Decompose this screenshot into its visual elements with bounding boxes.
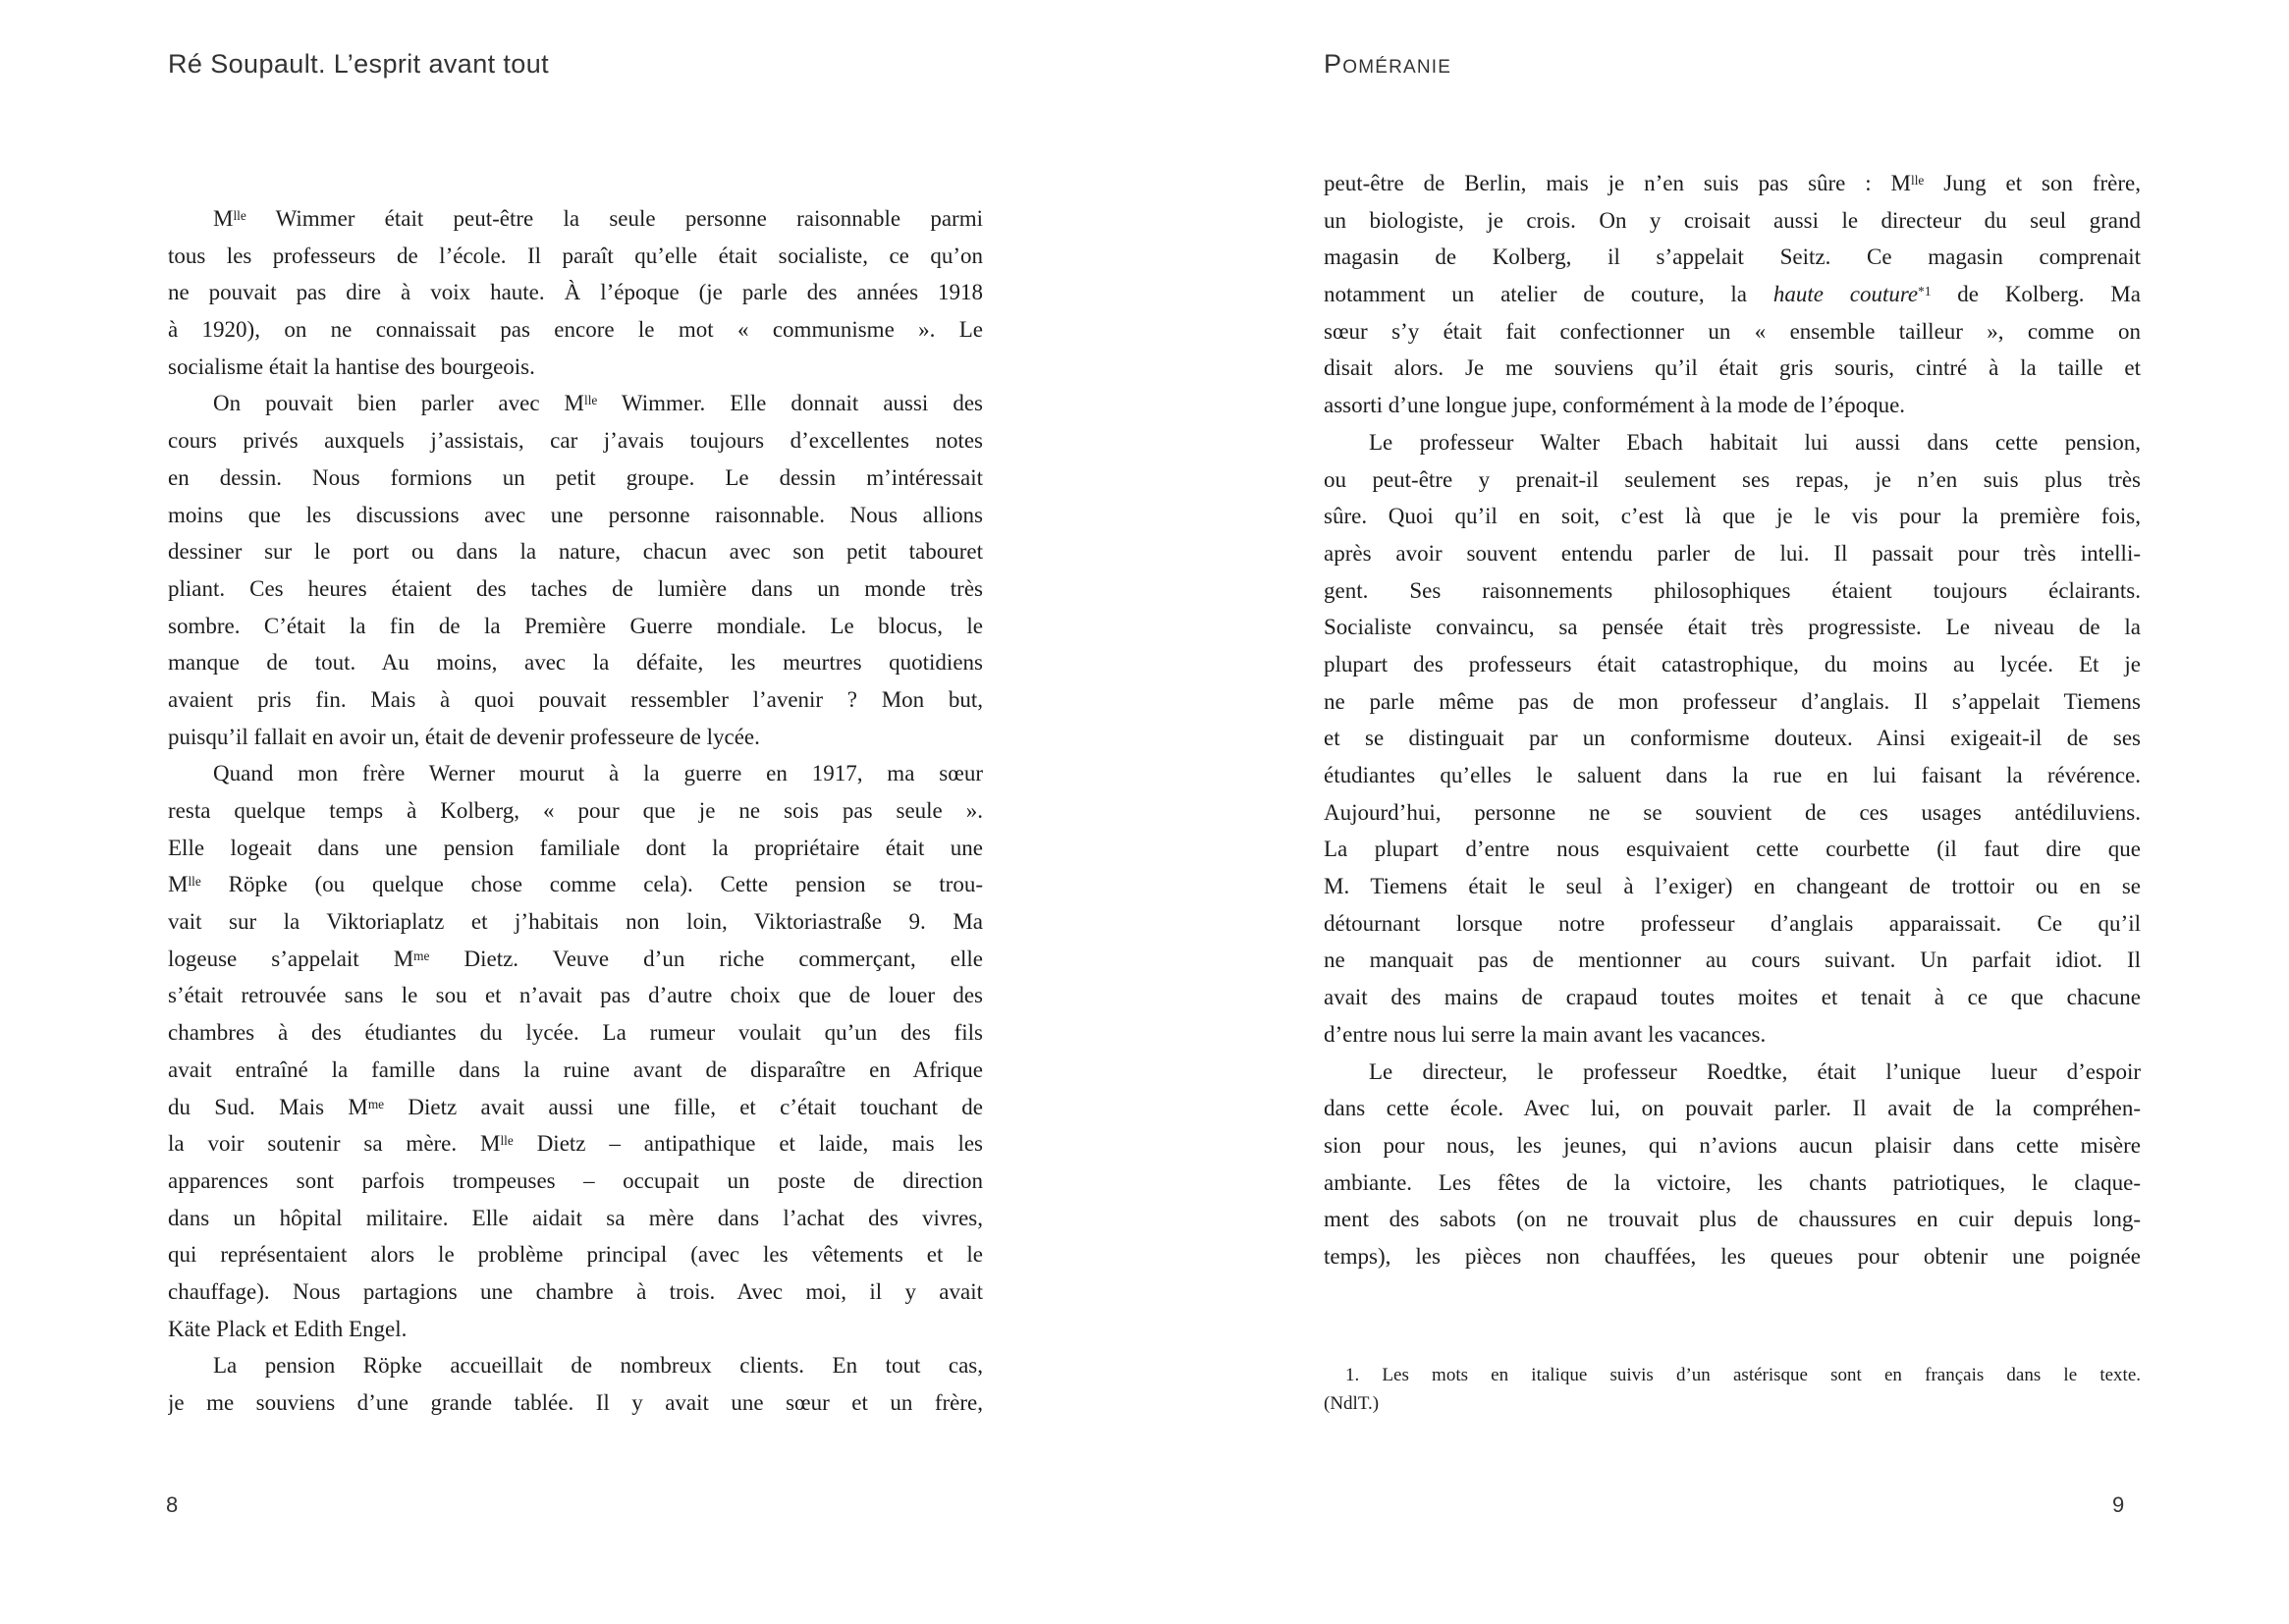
paragraph: [168, 1347, 983, 1421]
paragraph: [168, 385, 983, 755]
text-line: ment des sabots (on ne trouvait plus de chaussures en cuir depuis long-: [1324, 1207, 2141, 1232]
text-line: (NdlT.): [1324, 1393, 1380, 1414]
page-number-right: 9: [2112, 1492, 2125, 1517]
text-line: qui représentaient alors le problème principal (avec les vêtements et le: [168, 1242, 983, 1268]
text-line: Le directeur, le professeur Roedtke, était l’unique lueur d’espoir: [1369, 1058, 2141, 1084]
text-line: sion pour nous, les jeunes, qui n’avions aucun plaisir dans cette misère: [1324, 1132, 2141, 1158]
text-line: logeuse s’appelait $M^{me}$ Dietz. Veuve d’un riche commerçant, elle: [168, 946, 983, 971]
text-line: avait entraîné la famille dans la ruine avant de disparaître en Afrique: [168, 1056, 983, 1082]
text-line: chambres à des étudiantes du lycée. La rumeur voulait qu’un des fils: [168, 1020, 983, 1046]
text-line: cours privés auxquels j’assistais, car j’avais toujours d’excellentes notes: [168, 428, 983, 454]
running-header-right: Poméranie: [1324, 49, 1452, 79]
text-line: M. Tiemens était le seul à l’exiger) en changeant de trottoir ou en se: [1324, 874, 2141, 899]
text-line: Elle logeait dans une pension familiale dont la propriétaire était une: [168, 835, 983, 860]
right-page-body: [1324, 165, 2141, 1275]
text-line: peut-être de Berlin, mais je n’en suis pas sûre : $M^{lle}$ Jung et son frère,: [1324, 171, 2141, 195]
text-line: resta quelque temps à Kolberg, « pour que je ne sois pas seule ».: [168, 798, 983, 823]
footnote: [1324, 1361, 2141, 1418]
text-line: je me souviens d’une grande tablée. Il y avait une sœur et un frère,: [168, 1390, 983, 1415]
text-line: vait sur la Viktoriaplatz et j’habitais non loin, Viktoriastraße 9. Ma: [168, 909, 983, 935]
text-line: Aujourd’hui, personne ne se souvient de ces usages antédiluviens.: [1324, 799, 2141, 825]
text-line: ne manquait pas de mentionner au cours suivant. Un parfait idiot. Il: [1324, 947, 2141, 973]
text-line: en dessin. Nous formions un petit groupe. Le dessin m’intéressait: [168, 464, 983, 490]
text-line: Socialiste convaincu, sa pensée était très progressiste. Le niveau de la: [1324, 615, 2141, 640]
text-line: à 1920), on ne connaissait pas encore le mot « communisme ». Le: [168, 317, 983, 343]
text-line: gent. Ses raisonnements philosophiques étaient toujours éclairants.: [1324, 577, 2141, 603]
text-line: ou peut-être y prenait-il seulement ses repas, je n’en suis plus très: [1324, 466, 2141, 492]
text-line: avait des mains de crapaud toutes moites et tenait à ce que chacune: [1324, 985, 2141, 1010]
paragraph: [168, 755, 983, 1347]
text-line: disait alors. Je me souviens qu’il était gris souris, cintré à la taille et: [1324, 355, 2141, 381]
text-line: pliant. Ces heures étaient des taches de lumière dans un monde très: [168, 575, 983, 601]
text-line: tous les professeurs de l’école. Il paraît qu’elle était socialiste, ce qu’on: [168, 243, 983, 268]
text-line: sombre. C’était la fin de la Première Guerre mondiale. Le blocus, le: [168, 613, 983, 638]
text-line: La plupart d’entre nous esquivaient cette courbette (il faut dire que: [1324, 837, 2141, 862]
left-page-body: [168, 200, 983, 1422]
text-line: manque de tout. Au moins, avec la défaite, les meurtres quotidiens: [168, 650, 983, 676]
text-line: dessiner sur le port ou dans la nature, chacun avec son petit tabouret: [168, 539, 983, 565]
text-line: dans cette école. Avec lui, on pouvait parler. Il avait de la compréhen-: [1324, 1096, 2141, 1121]
text-line: socialisme était la hantise des bourgeois.: [168, 353, 535, 379]
page-number-left: 8: [166, 1492, 179, 1517]
text-line: assorti d’une longue jupe, conformément à la mode de l’époque.: [1324, 393, 1906, 418]
text-line: notamment un atelier de couture, la haute couture$^{*1}$ de Kolberg. Ma: [1324, 282, 2141, 307]
text-line: moins que les discussions avec une personne raisonnable. Nous allions: [168, 502, 983, 527]
text-line: chauffage). Nous partagions une chambre à trois. Avec moi, il y avait: [168, 1278, 983, 1304]
text-line: sûre. Quoi qu’il en soit, c’est là que je le vis pour la première fois,: [1324, 504, 2141, 529]
paragraph: [168, 200, 983, 385]
text-line: plupart des professeurs était catastrophique, du moins au lycée. Et je: [1324, 651, 2141, 677]
paragraph: [1324, 1361, 2141, 1418]
text-line: du Sud. Mais $M^{me}$ Dietz avait aussi une fille, et c’était touchant de: [168, 1094, 983, 1119]
text-line: un biologiste, je crois. On y croisait aussi le directeur du seul grand: [1324, 207, 2141, 233]
text-line: On pouvait bien parler avec $M^{lle}$ Wimmer. Elle donnait aussi des: [213, 391, 983, 416]
text-line: Quand mon frère Werner mourut à la guerre en 1917, ma sœur: [213, 761, 983, 786]
text-line: détournant lorsque notre professeur d’anglais apparaissait. Ce qu’il: [1324, 910, 2141, 936]
paragraph: [1324, 165, 2141, 424]
text-line: avaient pris fin. Mais à quoi pouvait ressembler l’avenir ? Mon but,: [168, 686, 983, 712]
text-line: et se distinguait par un conformisme douteux. Ainsi exigeait-il de ses: [1324, 726, 2141, 751]
text-line: étudiantes qu’elles le saluent dans la rue en lui faisant la révérence.: [1324, 763, 2141, 787]
text-line: dans un hôpital militaire. Elle aidait sa mère dans l’achat des vivres,: [168, 1205, 983, 1230]
text-line: ne parle même pas de mon professeur d’anglais. Il s’appelait Tiemens: [1324, 688, 2141, 714]
text-line: apparences sont parfois trompeuses – occupait un poste de direction: [168, 1167, 983, 1193]
paragraph: [1324, 424, 2141, 1054]
text-line: La pension Röpke accueillait de nombreux clients. En tout cas,: [213, 1353, 983, 1379]
text-line: Käte Plack et Edith Engel.: [168, 1316, 408, 1341]
text-line: sœur s’y était fait confectionner un « ensemble tailleur », comme on: [1324, 318, 2141, 344]
text-line: d’entre nous lui serre la main avant les vacances.: [1324, 1021, 1767, 1047]
text-line: 1. Les mots en italique suivis d’un astérisque sont en français dans le texte.: [1345, 1365, 2141, 1385]
text-line: puisqu’il fallait en avoir un, était de devenir professeure de lycée.: [168, 724, 760, 749]
paragraph: [1324, 1054, 2141, 1275]
text-line: s’était retrouvée sans le sou et n’avait pas d’autre choix que de louer des: [168, 983, 983, 1008]
text-line: $M^{lle}$ Röpke (ou quelque chose comme cela). Cette pension se trou-: [168, 872, 983, 897]
text-line: après avoir souvent entendu parler de lui. Il passait pour très intelli-: [1324, 540, 2141, 566]
text-line: $M^{lle}$ Wimmer était peut-être la seule personne raisonnable parmi: [213, 206, 983, 231]
text-line: ambiante. Les fêtes de la victoire, les chants patriotiques, le claque-: [1324, 1169, 2141, 1195]
text-line: ne pouvait pas dire à voix haute. À l’époque (je parle des années 1918: [168, 280, 983, 305]
text-line: Le professeur Walter Ebach habitait lui aussi dans cette pension,: [1369, 429, 2141, 455]
running-header-left: Ré Soupault. L’esprit avant tout: [168, 49, 550, 79]
text-line: magasin de Kolberg, il s’appelait Seitz. Ce magasin comprenait: [1324, 244, 2141, 270]
text-line: la voir soutenir sa mère. $M^{lle}$ Dietz – antipathique et laide, mais les: [168, 1131, 983, 1157]
text-line: temps), les pièces non chauffées, les queues pour obtenir une poignée: [1324, 1243, 2141, 1269]
